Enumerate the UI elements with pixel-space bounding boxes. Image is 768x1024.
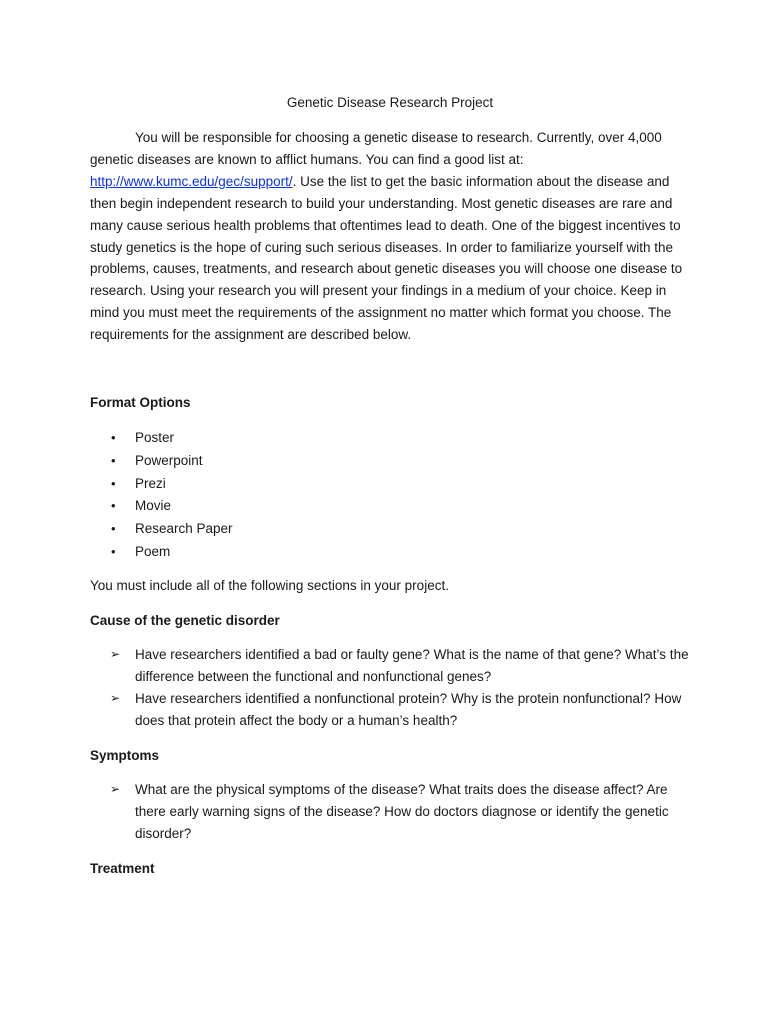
list-item (90, 518, 690, 541)
document-title: Genetic Disease Research Project (286, 95, 494, 110)
format-option-prezi: Prezi (135, 475, 166, 491)
format-option-powerpoint: Powerpoint (135, 452, 203, 468)
cause-heading: Cause of the genetic disorder (90, 612, 280, 628)
intro-paragraph (90, 127, 690, 346)
bullet-icon: • (111, 544, 116, 560)
document-page (90, 93, 690, 879)
arrow-bullet-icon: ➢ (110, 782, 121, 797)
format-option-movie: Movie (135, 498, 172, 514)
symptoms-heading: Symptoms (90, 748, 160, 764)
format-options-heading: Format Options (90, 395, 191, 411)
list-item (90, 427, 690, 450)
intro-text-before-link: You will be responsible for choosing a genetic disease to research. Currently, over 4,000 genetic diseases are known to afflict humans. You can find a good list at: (90, 130, 662, 167)
arrow-bullet-icon: ➢ (110, 690, 121, 705)
list-item (90, 473, 690, 496)
format-options-list (90, 427, 690, 564)
list-item (90, 495, 690, 518)
cause-question-protein: Have researchers identified a nonfunctional protein? Why is the protein nonfunctional? How does that protein affect the body or a human’s health? (135, 690, 682, 728)
bullet-icon: • (111, 475, 116, 491)
bullet-icon: • (111, 498, 116, 514)
list-item (90, 644, 690, 688)
bullet-icon: • (111, 452, 116, 468)
treatment-heading: Treatment (90, 861, 155, 877)
bullet-icon: • (111, 430, 116, 446)
disease-list-link[interactable]: http://www.kumc.edu/gec/support/ (90, 173, 293, 189)
format-option-poster: Poster (135, 430, 175, 446)
cause-question-gene: Have researchers identified a bad or faulty gene? What is the name of that gene? What’s the difference between the functional and nonfunctional genes? (135, 646, 689, 684)
format-option-poem: Poem (135, 544, 171, 560)
intro-text-after-link: . Use the list to get the basic information about the disease and then begin independent research to build your understanding. Most genetic diseases are rare and many cause serious health problems that oftentimes lead to death. One of the biggest incentives to study genetics is the hope of curing such serious diseases. In order to familiarize yourself with the problems, causes, treatments, and research about genetic diseases you will choose one disease to research. Using your research you will present your findings in a medium of your choice. Keep in mind you must meet the requirements of the assignment no matter which format you choose. The requirements for the assignment are described below. (90, 173, 683, 343)
bullet-icon: • (111, 521, 116, 537)
arrow-bullet-icon: ➢ (110, 646, 121, 661)
format-option-research-paper: Research Paper (135, 521, 233, 537)
symptoms-questions-list (90, 779, 690, 845)
symptoms-question: What are the physical symptoms of the disease? What traits does the disease affect? Are there early warning signs of the disease? How do doctors diagnose or identify the genetic disorder? (135, 782, 669, 842)
cause-questions-list (90, 644, 690, 732)
sections-note: You must include all of the following sections in your project. (90, 577, 449, 593)
list-item (90, 688, 690, 732)
list-item (90, 450, 690, 473)
list-item (90, 779, 690, 845)
list-item (90, 541, 690, 564)
